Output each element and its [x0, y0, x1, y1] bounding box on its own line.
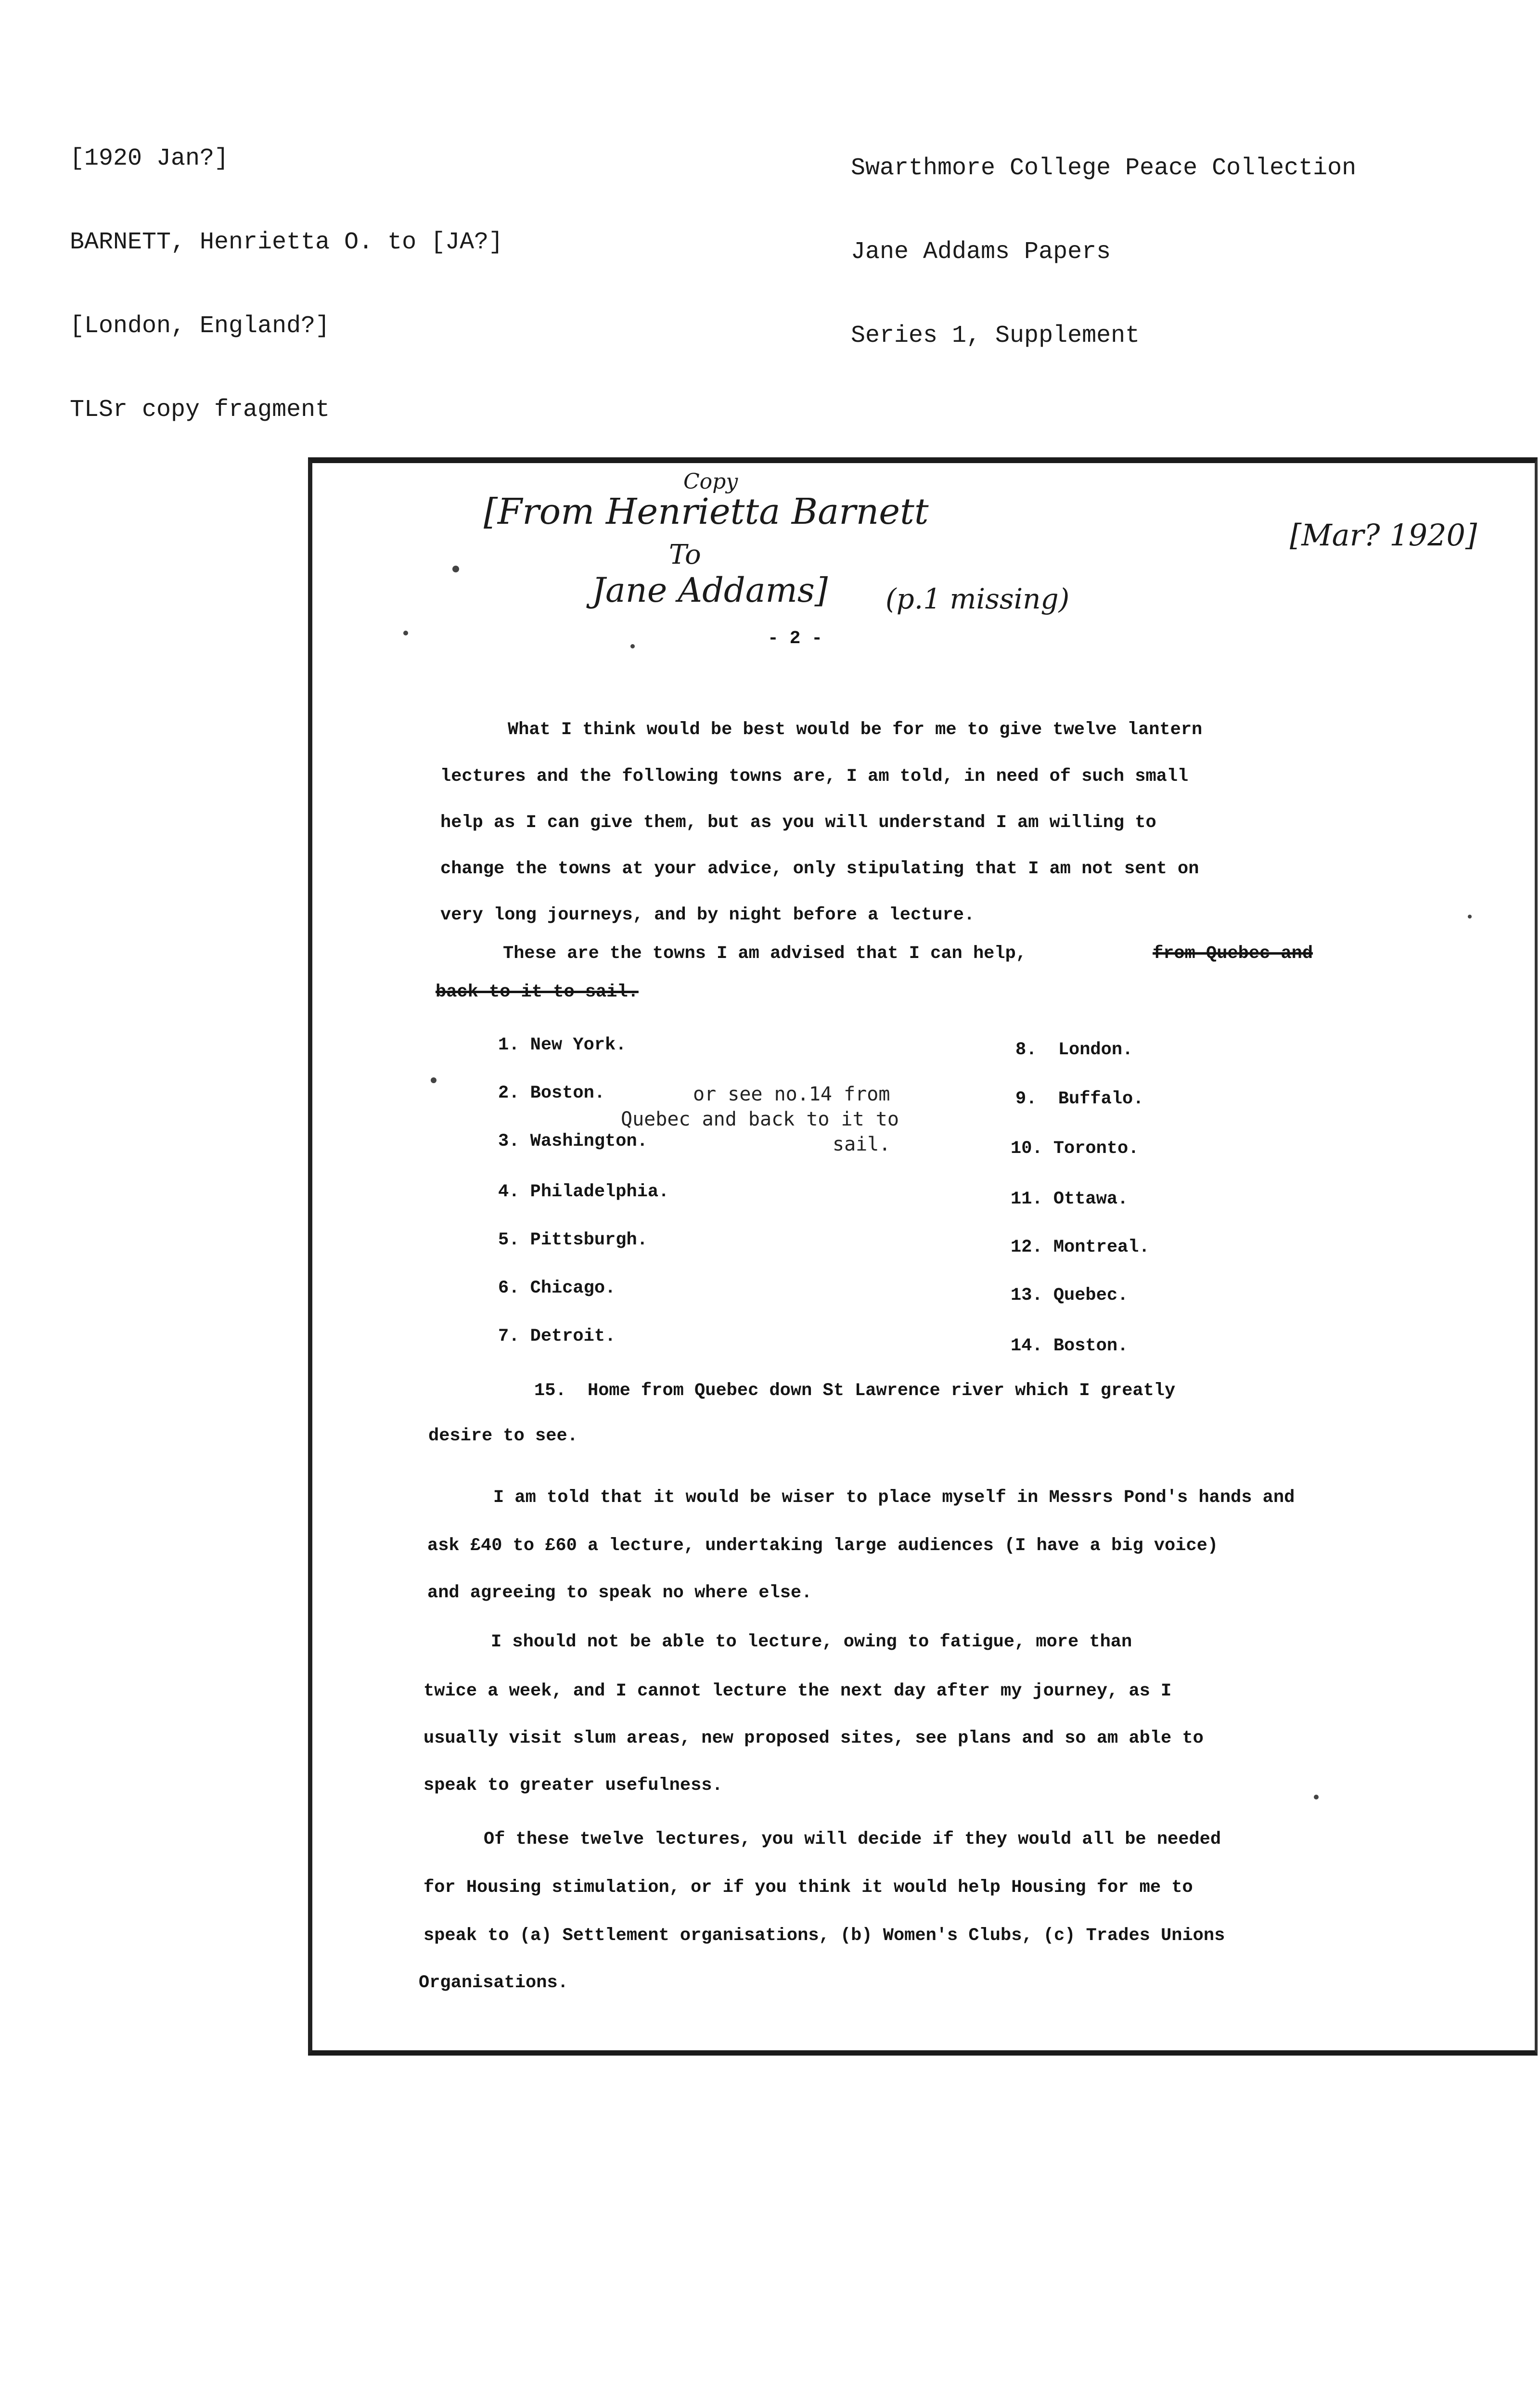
town-item: 5. Pittsburgh. — [498, 1230, 648, 1250]
paragraph-line: Of these twelve lectures, you will decide if they would all be needed — [484, 1829, 1221, 1850]
town-item: 14. Boston. — [1011, 1336, 1129, 1356]
town-item: 1. New York. — [498, 1035, 627, 1055]
archive-header-left — [70, 89, 503, 452]
paragraph-line: twice a week, and I cannot lecture the next day after my journey, as I — [424, 1681, 1172, 1701]
town-item: 9. Buffalo. — [1015, 1089, 1144, 1109]
paragraph-line: ask £40 to £60 a lecture, undertaking large audiences (I have a big voice) — [427, 1536, 1219, 1556]
speck — [452, 566, 459, 572]
speck — [403, 631, 408, 635]
handwritten-copy: Copy — [683, 469, 738, 494]
town-item: 4. Philadelphia. — [498, 1182, 669, 1202]
paragraph-line: change the towns at your advice, only stipulating that I am not sent on — [440, 859, 1199, 879]
collection-name: Swarthmore College Peace Collection — [851, 155, 1357, 182]
paragraph-line: Organisations. — [419, 1973, 568, 1993]
town-item: 11. Ottawa. — [1011, 1189, 1129, 1209]
handwritten-to: To — [669, 539, 701, 570]
paragraph-line: usually visit slum areas, new proposed sites, see plans and so am able to — [424, 1728, 1204, 1748]
paragraph-line: help as I can give them, but as you will understand I am willing to — [440, 813, 1156, 833]
header-date: [1920 Jan?] — [70, 145, 229, 172]
header-place: [London, England?] — [70, 312, 330, 340]
town-item-15: 15. Home from Quebec down St Lawrence river which I greatly — [534, 1381, 1176, 1401]
speck — [1314, 1795, 1319, 1799]
paragraph-line: and agreeing to speak no where else. — [427, 1583, 812, 1603]
series-name: Series 1, Supplement — [851, 322, 1140, 349]
paragraph-line: I am told that it would be wiser to place myself in Messrs Pond's hands and — [493, 1488, 1295, 1508]
papers-name: Jane Addams Papers — [851, 238, 1111, 266]
letter-sheet — [308, 457, 1538, 2056]
page-number: - 2 - — [768, 628, 823, 649]
boston-note: sail. — [833, 1133, 891, 1155]
handwritten-recipient: Jane Addams] — [592, 570, 828, 610]
town-item: 8. London. — [1015, 1040, 1133, 1060]
speck — [630, 644, 635, 648]
town-item-15-cont: desire to see. — [428, 1426, 578, 1446]
speck — [1468, 915, 1472, 919]
town-item: 7. Detroit. — [498, 1326, 616, 1346]
towns-intro-struck: back to it to sail. — [436, 982, 639, 1002]
town-item: 13. Quebec. — [1011, 1285, 1129, 1306]
paragraph-line: speak to (a) Settlement organisations, (b) Women's Clubs, (c) Trades Unions — [424, 1926, 1225, 1946]
paragraph-line: speak to greater usefulness. — [424, 1775, 723, 1796]
town-item: 12. Montreal. — [1011, 1237, 1150, 1257]
towns-intro-struck: from Quebec and — [1153, 944, 1313, 964]
header-correspondents: BARNETT, Henrietta O. to [JA?] — [70, 229, 503, 256]
handwritten-date: [Mar? 1920] — [1290, 518, 1477, 553]
paragraph-line: What I think would be best would be for me to give twelve lantern — [508, 720, 1203, 740]
towns-intro: These are the towns I am advised that I can help, — [503, 944, 1027, 964]
boston-note: Quebec and back to it to — [621, 1108, 899, 1130]
header-doc-type: TLSr copy fragment — [70, 396, 330, 424]
paragraph-line: very long journeys, and by night before a lecture. — [440, 905, 975, 925]
town-item: 2. Boston. — [498, 1083, 605, 1103]
handwritten-missing-note: (p.1 missing) — [886, 582, 1070, 615]
archive-header-right — [851, 99, 1356, 378]
speck — [431, 1077, 436, 1083]
town-item: 6. Chicago. — [498, 1278, 616, 1298]
paragraph-line: lectures and the following towns are, I am told, in need of such small — [440, 766, 1189, 787]
paragraph-line: I should not be able to lecture, owing to fatigue, more than — [491, 1632, 1132, 1652]
town-item: 3. Washington. — [498, 1131, 648, 1152]
handwritten-from: [From Henrietta Barnett — [484, 491, 929, 532]
paragraph-line: for Housing stimulation, or if you think it would help Housing for me to — [424, 1877, 1193, 1898]
boston-note: or see no.14 from — [693, 1083, 890, 1105]
town-item: 10. Toronto. — [1011, 1139, 1139, 1159]
